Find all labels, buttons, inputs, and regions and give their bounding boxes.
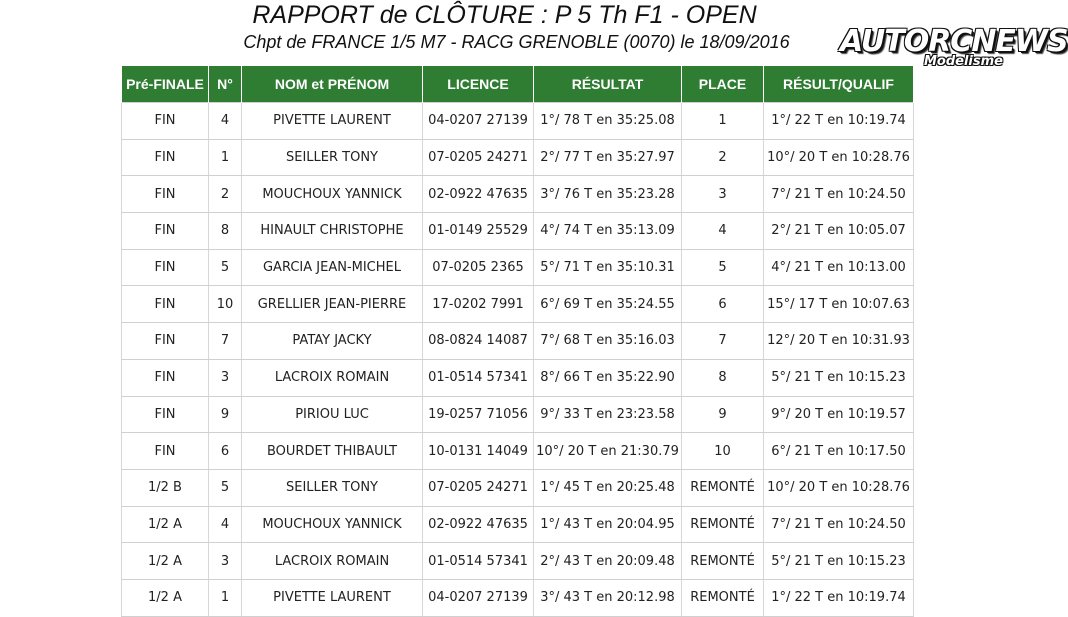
cell-result: 4°/ 74 T en 35:13.09: [534, 213, 682, 250]
cell-licence: 10-0131 14049: [423, 433, 534, 470]
cell-name: GARCIA JEAN-MICHEL: [242, 249, 423, 286]
cell-name: LACROIX ROMAIN: [242, 359, 423, 396]
table-header-row: [122, 66, 914, 103]
report-title: RAPPORT de CLÔTURE : P 5 Th F1 - OPEN: [252, 1, 757, 29]
cell-number: 1: [209, 579, 242, 616]
col-header-prefinale: Pré-FINALE: [122, 66, 209, 103]
table-row: [122, 396, 914, 433]
cell-licence: 01-0514 57341: [423, 359, 534, 396]
logo-wordmark: AUTORCNEWS: [840, 24, 1068, 59]
cell-place: REMONTÉ: [682, 469, 764, 506]
cell-licence: 04-0207 27139: [423, 103, 534, 140]
table-row: [122, 213, 914, 250]
cell-place: 3: [682, 176, 764, 213]
cell-number: 6: [209, 433, 242, 470]
table-body: [122, 103, 914, 617]
cell-place: 4: [682, 213, 764, 250]
cell-result: 1°/ 45 T en 20:25.48: [534, 469, 682, 506]
cell-prefinale: 1/2 A: [122, 506, 209, 543]
cell-prefinale: FIN: [122, 286, 209, 323]
cell-number: 4: [209, 506, 242, 543]
cell-licence: 01-0514 57341: [423, 543, 534, 580]
cell-result: 1°/ 43 T en 20:04.95: [534, 506, 682, 543]
cell-name: LACROIX ROMAIN: [242, 543, 423, 580]
cell-result: 1°/ 78 T en 35:25.08: [534, 103, 682, 140]
cell-prefinale: FIN: [122, 249, 209, 286]
cell-result-qualif: 5°/ 21 T en 10:15.23: [764, 543, 914, 580]
cell-licence: 02-0922 47635: [423, 176, 534, 213]
cell-result-qualif: 6°/ 21 T en 10:17.50: [764, 433, 914, 470]
cell-result-qualif: 4°/ 21 T en 10:13.00: [764, 249, 914, 286]
cell-prefinale: FIN: [122, 323, 209, 360]
cell-result: 3°/ 43 T en 20:12.98: [534, 579, 682, 616]
cell-result-qualif: 12°/ 20 T en 10:31.93: [764, 323, 914, 360]
cell-prefinale: 1/2 B: [122, 469, 209, 506]
cell-number: 10: [209, 286, 242, 323]
cell-name: MOUCHOUX YANNICK: [242, 176, 423, 213]
cell-result-qualif: 5°/ 21 T en 10:15.23: [764, 359, 914, 396]
cell-result-qualif: 9°/ 20 T en 10:19.57: [764, 396, 914, 433]
table-row: [122, 176, 914, 213]
cell-name: SEILLER TONY: [242, 469, 423, 506]
cell-prefinale: 1/2 A: [122, 579, 209, 616]
cell-licence: 07-0205 24271: [423, 139, 534, 176]
cell-place: 6: [682, 286, 764, 323]
cell-result: 7°/ 68 T en 35:16.03: [534, 323, 682, 360]
cell-number: 2: [209, 176, 242, 213]
report-subtitle: Chpt de FRANCE 1/5 M7 - RACG GRENOBLE (0070) le 18/09/2016: [243, 32, 790, 52]
cell-prefinale: FIN: [122, 103, 209, 140]
cell-number: 5: [209, 249, 242, 286]
cell-number: 8: [209, 213, 242, 250]
table-row: [122, 249, 914, 286]
cell-result: 8°/ 66 T en 35:22.90: [534, 359, 682, 396]
cell-place: 8: [682, 359, 764, 396]
col-header-result: RÉSULTAT: [534, 66, 682, 103]
cell-licence: 08-0824 14087: [423, 323, 534, 360]
cell-result: 2°/ 43 T en 20:09.48: [534, 543, 682, 580]
cell-prefinale: FIN: [122, 213, 209, 250]
cell-name: GRELLIER JEAN-PIERRE: [242, 286, 423, 323]
cell-licence: 17-0202 7991: [423, 286, 534, 323]
cell-number: 3: [209, 359, 242, 396]
cell-place: REMONTÉ: [682, 579, 764, 616]
cell-place: REMONTÉ: [682, 506, 764, 543]
cell-name: MOUCHOUX YANNICK: [242, 506, 423, 543]
cell-result: 9°/ 33 T en 23:23.58: [534, 396, 682, 433]
cell-result: 3°/ 76 T en 35:23.28: [534, 176, 682, 213]
cell-prefinale: FIN: [122, 359, 209, 396]
cell-licence: 07-0205 2365: [423, 249, 534, 286]
cell-result-qualif: 1°/ 22 T en 10:19.74: [764, 579, 914, 616]
col-header-number: N°: [209, 66, 242, 103]
cell-prefinale: FIN: [122, 433, 209, 470]
table-row: [122, 103, 914, 140]
cell-result-qualif: 2°/ 21 T en 10:05.07: [764, 213, 914, 250]
cell-licence: 04-0207 27139: [423, 579, 534, 616]
cell-name: SEILLER TONY: [242, 139, 423, 176]
cell-result: 5°/ 71 T en 35:10.31: [534, 249, 682, 286]
table-row: [122, 579, 914, 616]
cell-number: 3: [209, 543, 242, 580]
cell-name: HINAULT CHRISTOPHE: [242, 213, 423, 250]
table-row: [122, 359, 914, 396]
cell-number: 9: [209, 396, 242, 433]
cell-number: 7: [209, 323, 242, 360]
cell-name: PIRIOU LUC: [242, 396, 423, 433]
col-header-place: PLACE: [682, 66, 764, 103]
cell-place: 7: [682, 323, 764, 360]
cell-name: PATAY JACKY: [242, 323, 423, 360]
cell-licence: 19-0257 71056: [423, 396, 534, 433]
cell-licence: 02-0922 47635: [423, 506, 534, 543]
cell-prefinale: 1/2 A: [122, 543, 209, 580]
cell-place: 2: [682, 139, 764, 176]
cell-place: REMONTÉ: [682, 543, 764, 580]
cell-name: PIVETTE LAURENT: [242, 579, 423, 616]
results-table: [121, 66, 914, 617]
cell-result-qualif: 10°/ 20 T en 10:28.76: [764, 469, 914, 506]
col-header-result-qualif: RÉSULT/QUALIF: [764, 66, 914, 103]
cell-name: BOURDET THIBAULT: [242, 433, 423, 470]
table-row: [122, 323, 914, 360]
cell-licence: 07-0205 24271: [423, 469, 534, 506]
cell-prefinale: FIN: [122, 396, 209, 433]
col-header-licence: LICENCE: [423, 66, 534, 103]
cell-result-qualif: 15°/ 17 T en 10:07.63: [764, 286, 914, 323]
col-header-name: NOM et PRÉNOM: [242, 66, 423, 103]
cell-prefinale: FIN: [122, 176, 209, 213]
cell-number: 1: [209, 139, 242, 176]
cell-result-qualif: 10°/ 20 T en 10:28.76: [764, 139, 914, 176]
table-row: [122, 433, 914, 470]
cell-name: PIVETTE LAURENT: [242, 103, 423, 140]
cell-licence: 01-0149 25529: [423, 213, 534, 250]
autorcnews-logo: [840, 24, 1068, 72]
cell-result: 2°/ 77 T en 35:27.97: [534, 139, 682, 176]
cell-result: 6°/ 69 T en 35:24.55: [534, 286, 682, 323]
cell-result: 10°/ 20 T en 21:30.79: [534, 433, 682, 470]
cell-place: 5: [682, 249, 764, 286]
table-row: [122, 286, 914, 323]
cell-result-qualif: 7°/ 21 T en 10:24.50: [764, 506, 914, 543]
logo-tagline: Modelisme: [923, 54, 1003, 69]
table-row: [122, 506, 914, 543]
cell-place: 9: [682, 396, 764, 433]
table-row: [122, 469, 914, 506]
table-row: [122, 139, 914, 176]
table-row: [122, 543, 914, 580]
cell-result-qualif: 1°/ 22 T en 10:19.74: [764, 103, 914, 140]
cell-result-qualif: 7°/ 21 T en 10:24.50: [764, 176, 914, 213]
cell-number: 5: [209, 469, 242, 506]
cell-number: 4: [209, 103, 242, 140]
cell-prefinale: FIN: [122, 139, 209, 176]
cell-place: 1: [682, 103, 764, 140]
cell-place: 10: [682, 433, 764, 470]
